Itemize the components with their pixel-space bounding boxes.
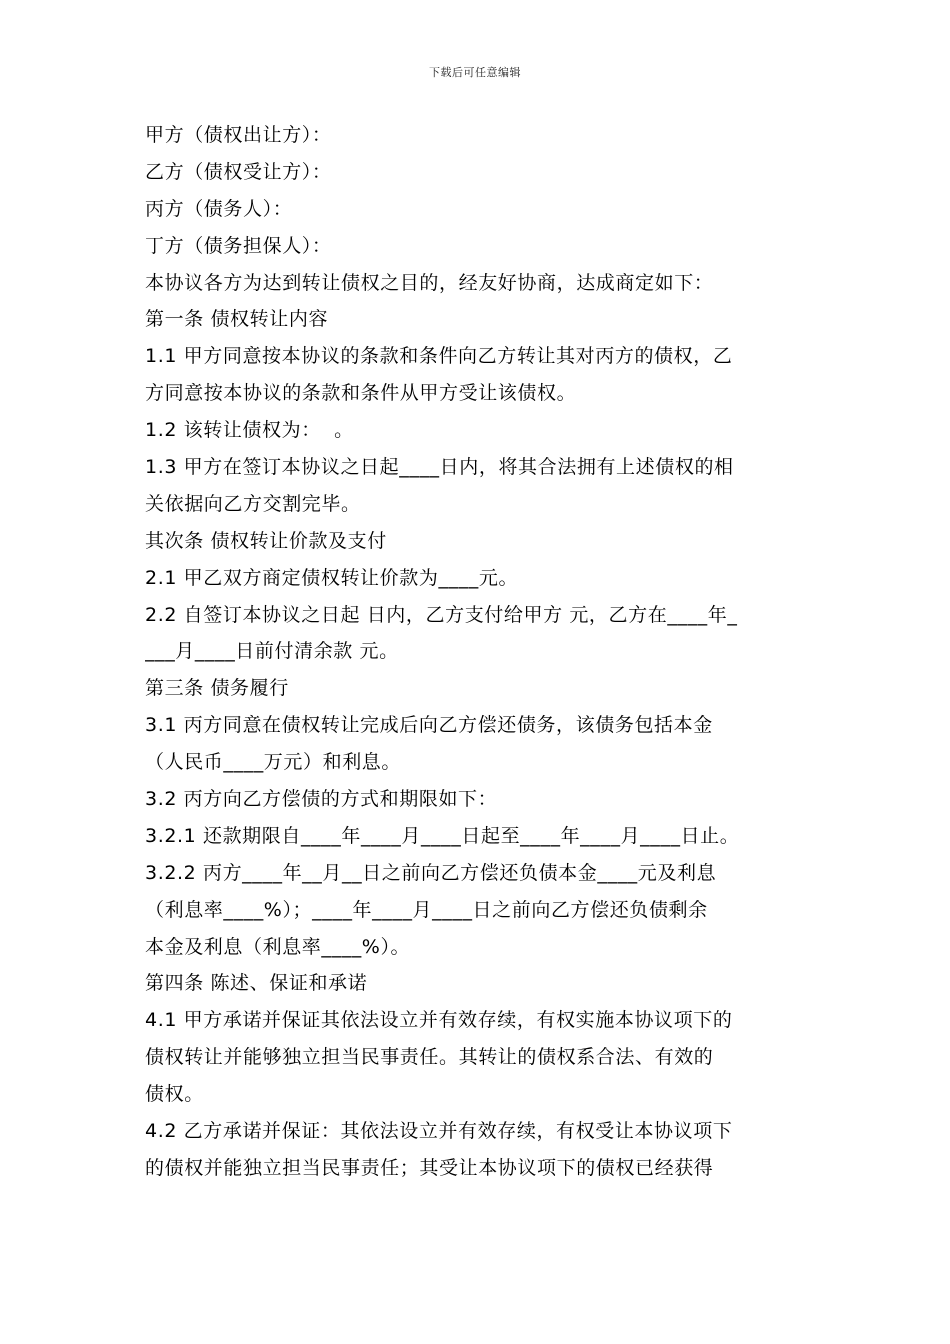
text-line: （利息率____%）；____年____月____日之前向乙方偿还负债剩余 [145,898,708,921]
text-line: 债权。 [145,1083,204,1106]
text-line: 本金及利息（利息率____%）。 [145,935,411,958]
text-line: 1.1 甲方同意按本协议的条款和条件向乙方转让其对丙方的债权，乙 [145,345,733,368]
text-line: 关依据向乙方交割完毕。 [145,492,361,515]
text-line: 3.1 丙方同意在债权转让完成后向乙方偿还债务，该债务包括本金 [145,714,713,737]
section-heading: 其次条 债权转让价款及支付 [145,529,387,552]
page-header: 下载后可任意编辑 [429,66,521,79]
text-line: 方同意按本协议的条款和条件从甲方受让该债权。 [145,382,577,405]
text-line: 1.2 该转让债权为： 。 [145,419,354,442]
section-heading: 第四条 陈述、保证和承诺 [145,972,368,995]
text-line: 4.1 甲方承诺并保证其依法设立并有效存续，有权实施本协议项下的 [145,1009,733,1032]
text-line: 2.1 甲乙双方商定债权转让价款为____元。 [145,566,519,589]
text-line: 乙方（债权受让方）： [145,160,332,183]
section-heading: 第一条 债权转让内容 [145,308,329,331]
text-line: 1.3 甲方在签订本协议之日起____日内，将其合法拥有上述债权的相 [145,456,734,479]
text-line: 4.2 乙方承诺并保证：其依法设立并有效存续，有权受让本协议项下 [145,1120,733,1143]
section-heading: 第三条 债务履行 [145,677,289,700]
text-line: 丙方（债务人）： [145,197,293,220]
text-line: 3.2.1 还款期限自____年____月____日起至____年____月____日止。 [145,824,740,847]
text-line: ___月____日前付清余款 元。 [145,640,399,663]
text-line: 本协议各方为达到转让债权之目的，经友好协商，达成商定如下： [145,271,714,294]
text-line: 甲方（债权出让方）： [145,124,332,146]
text-line: 3.2 丙方向乙方偿债的方式和期限如下： [145,788,498,811]
text-line: 债权转让并能够独立担当民事责任。其转让的债权系合法、有效的 [145,1046,714,1069]
document-body [145,117,815,1187]
text-line: 2.2 自签订本协议之日起 日内，乙方支付给甲方 元，乙方在____年_ [145,603,738,626]
text-line: 3.2.2 丙方____年__月__日之前向乙方偿还负债本金____元及利息 [145,861,717,884]
text-line: 丁方（债务担保人）： [145,234,332,257]
text-line: （人民币____万元）和利息。 [145,751,402,774]
text-line: 的债权并能独立担当民事责任；其受让本协议项下的债权已经获得 [145,1156,714,1179]
